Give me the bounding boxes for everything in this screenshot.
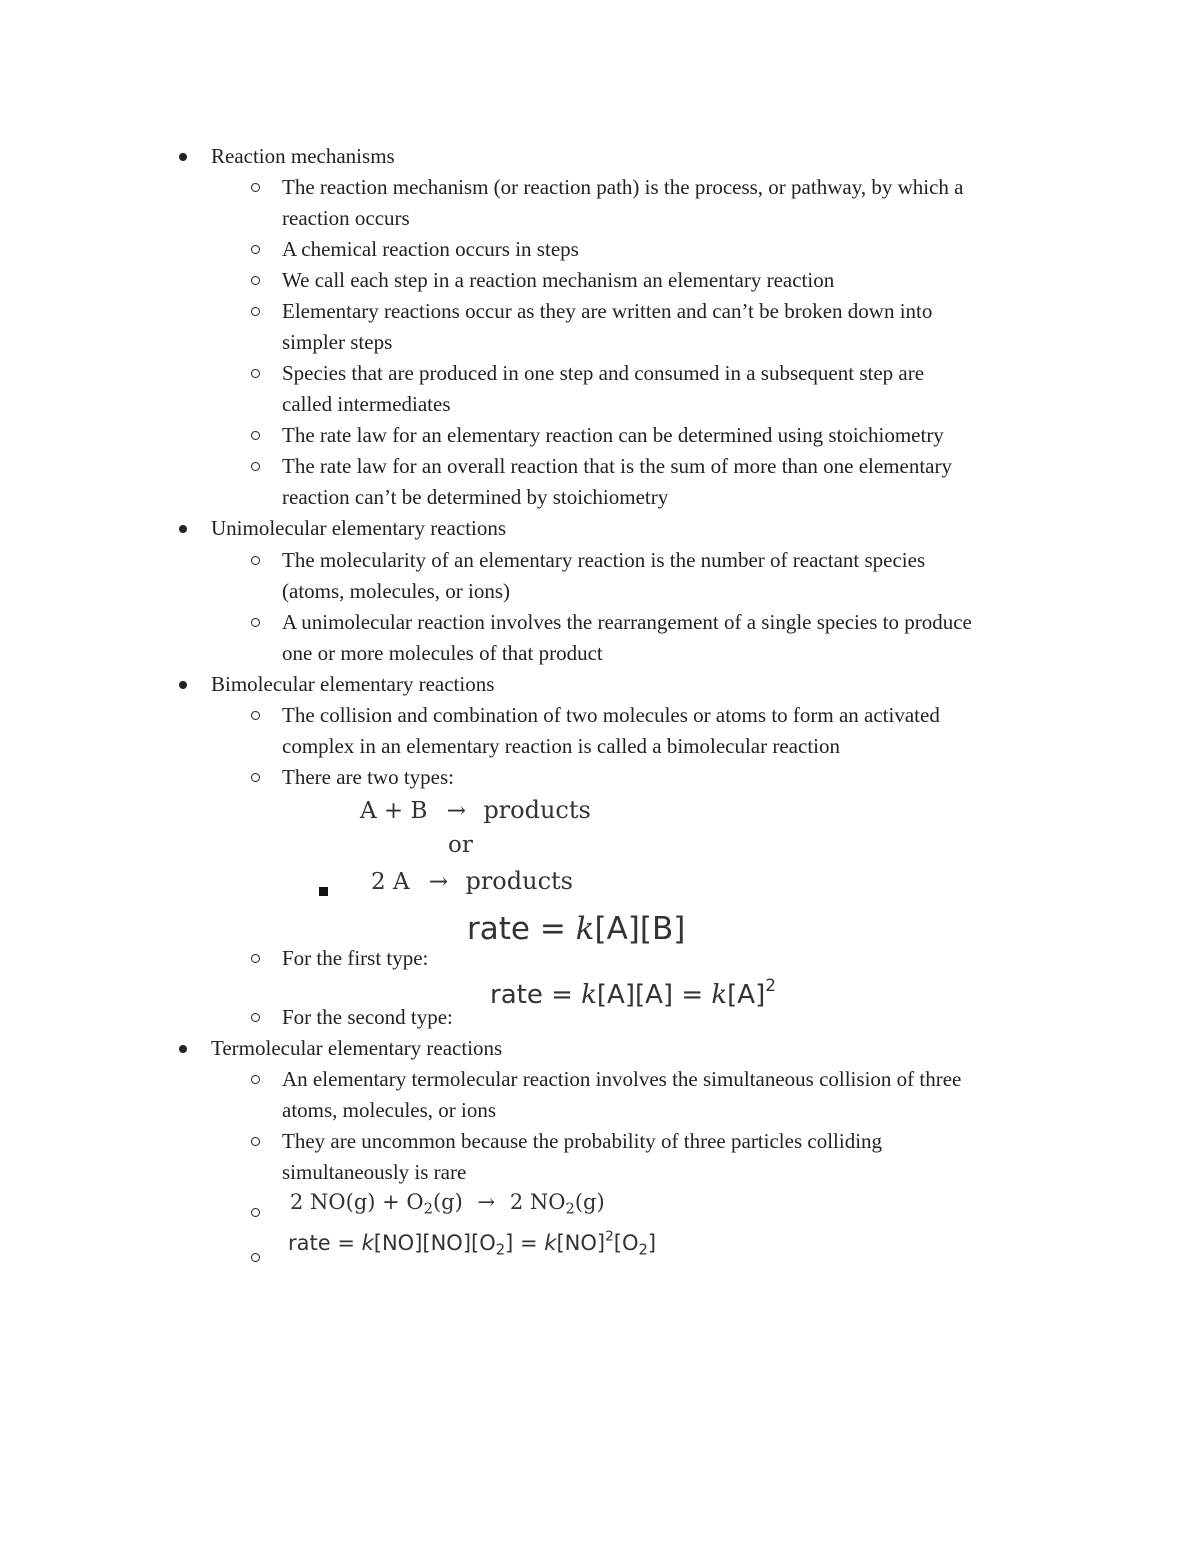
second-type-label: For the second type: [282,1005,453,1029]
list-item-cont: complex in an elementary reaction is called a bimolecular reaction [282,734,840,758]
list-item: The rate law for an overall reaction that is the sum of more than one elementary [282,454,952,478]
list-item: They are uncommon because the probability of three particles colliding [282,1129,883,1153]
conc-a: [A] [596,980,635,1010]
list-item-cont: simultaneously is rare [282,1160,467,1184]
conc-a: [A] [634,980,674,1010]
list-item: A unimolecular reaction involves the rearrangement of a single species to produce [282,610,972,634]
sub-bullet [251,1208,260,1217]
reactants: 2 NO(g) + O [290,1190,424,1214]
k-constant: k [361,1231,374,1255]
concentrations: [NO][NO][O [373,1231,496,1255]
k-constant: k [711,980,728,1010]
list-item: We call each step in a reaction mechanism an elementary reaction [282,268,835,292]
conc-a: [A] [727,980,766,1010]
section-heading: Bimolecular elementary reactions [211,672,495,696]
reactants: A + B [360,798,428,824]
conc-o: [O [613,1231,639,1255]
sub-bullet [251,431,260,440]
conc-a: [A] [594,911,640,947]
state: (g) [432,1190,463,1214]
rate-lhs: rate = [288,1231,362,1255]
bullet [179,681,187,689]
subscript: 2 [565,1200,575,1218]
list-item: The molecularity of an elementary reaction is the number of reactant species [282,548,926,572]
arrow: → [477,1190,496,1214]
sub-bullet [251,618,260,627]
bullet [179,153,187,161]
bracket: ] [647,1231,657,1255]
sub-bullet [251,711,260,720]
list-item: Species that are produced in one step and consumed in a subsequent step are [282,361,925,385]
state: (g) [574,1190,605,1214]
rate-word: rate [467,911,530,947]
termolecular-equation [290,1190,605,1218]
list-item: Elementary reactions occur as they are written and can’t be broken down into [282,299,933,323]
conc-no: [NO] [556,1231,606,1255]
arrow: → [446,798,466,824]
rate-law-second [490,975,776,1010]
equation-type-2 [371,867,573,895]
sub-bullet [251,307,260,316]
k-constant: k [544,1231,557,1255]
rate-law-first [467,911,685,947]
termolecular-rate-law [288,1228,657,1259]
products: products [483,796,591,824]
subscript: 2 [638,1241,648,1259]
sub-bullet [251,1013,260,1022]
equals: = [551,980,573,1010]
square-bullet [319,887,328,896]
sub-bullet [251,1253,260,1262]
sub-bullet [251,556,260,565]
list-item: There are two types: [282,765,455,789]
equation-type-1 [360,796,591,824]
list-item-cont: one or more molecules of that product [282,641,603,665]
equation-or: or [448,832,473,858]
section-heading: Unimolecular elementary reactions [211,516,507,540]
list-item: An elementary termolecular reaction involves the simultaneous collision of three [282,1067,962,1091]
list-item: A chemical reaction occurs in steps [282,237,579,261]
equals: = [539,911,566,947]
list-item: The reaction mechanism (or reaction path) is the process, or pathway, by which a [282,175,964,199]
sub-bullet [251,462,260,471]
list-item: The rate law for an elementary reaction can be determined using stoichiometry [282,423,944,447]
arrow: → [428,869,449,895]
k-constant: k [581,980,597,1010]
first-type-label: For the first type: [282,946,429,970]
sub-bullet [251,954,260,963]
list-item-cont: reaction can’t be determined by stoichiometry [282,485,669,509]
sub-bullet [251,276,260,285]
list-item-cont: called intermediates [282,392,451,416]
list-item: The collision and combination of two molecules or atoms to form an activated [282,703,940,727]
sub-bullet [251,369,260,378]
list-item-cont: simpler steps [282,330,393,354]
bullet [179,1045,187,1053]
products: products [465,867,573,895]
subscript: 2 [495,1241,506,1259]
sub-bullet [251,245,260,254]
rate-word: rate [490,980,543,1010]
sub-bullet [251,1075,260,1084]
equals: ] = [505,1231,545,1255]
exponent: 2 [605,1228,614,1245]
subscript: 2 [423,1200,433,1218]
list-item-cont: reaction occurs [282,206,410,230]
sub-bullet [251,1137,260,1146]
equals: = [681,980,704,1010]
list-item-cont: (atoms, molecules, or ions) [282,579,511,603]
product: 2 NO [509,1190,566,1214]
reactants: 2 A [371,869,410,895]
sub-bullet [251,773,260,782]
section-heading: Reaction mechanisms [211,144,395,168]
bullet [179,525,187,533]
conc-b: [B] [639,911,686,947]
list-item-cont: atoms, molecules, or ions [282,1098,497,1122]
sub-bullet [251,183,260,192]
k-constant: k [575,911,595,947]
exponent: 2 [765,975,776,996]
section-heading: Termolecular elementary reactions [211,1036,503,1060]
